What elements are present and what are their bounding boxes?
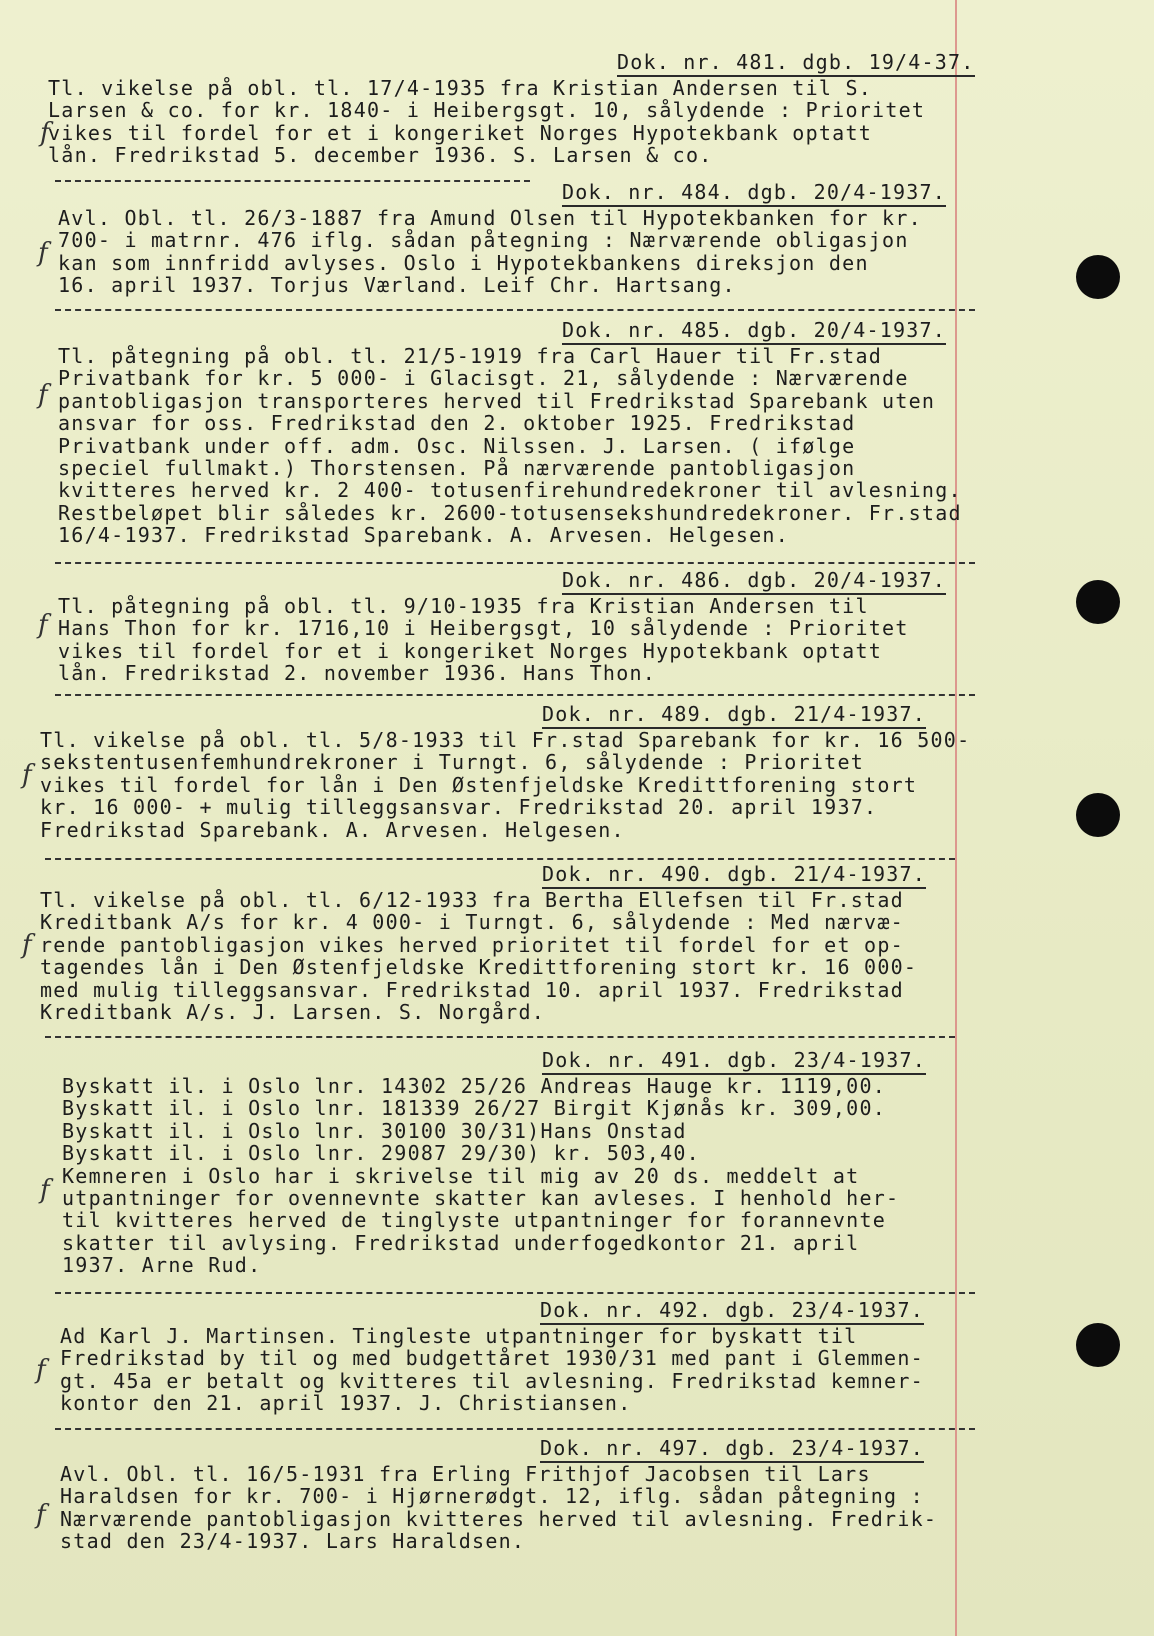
margin-checkmark: f	[38, 238, 48, 268]
entry-line: sekstentusenfemhundrekroner i Turngt. 6, sålydende : Prioritet	[40, 750, 865, 775]
entry-line: Privatbank under off. adm. Osc. Nilssen. J. Larsen. ( ifølge	[58, 433, 856, 458]
margin-checkmark: f	[40, 1175, 50, 1205]
dashed-separator	[55, 1428, 975, 1430]
entry-line: Byskatt il. i Oslo lnr. 30100 30/31)Hans Onstad	[62, 1118, 687, 1143]
punch-hole	[1076, 1323, 1120, 1367]
entry-line: Byskatt il. i Oslo lnr. 29087 29/30) kr. 503,40.	[62, 1141, 700, 1166]
entry-line: vikes til fordel for et i kongeriket Norges Hypotekbank optatt	[58, 638, 883, 663]
entry-header: Dok. nr. 489. dgb. 21/4-1937.	[40, 702, 1000, 729]
register-entry	[40, 862, 1000, 1023]
entry-line: Byskatt il. i Oslo lnr. 181339 26/27 Birgit Kjønås kr. 309,00.	[62, 1096, 887, 1121]
entry-line: lån. Fredrikstad 5. december 1936. S. Larsen & co.	[48, 143, 713, 168]
entry-line: Tl. vikelse på obl. tl. 17/4-1935 fra Kristian Andersen til S.	[48, 76, 873, 100]
register-entry	[40, 568, 1000, 685]
entry-line: kr. 16 000- + mulig tilleggsansvar. Fredrikstad 20. april 1937.	[40, 795, 878, 820]
dashed-separator	[55, 1292, 975, 1294]
dashed-separator	[45, 858, 955, 860]
entry-line: Kreditbank A/s for kr. 4 000- i Turngt. 6, sålydende : Med nærvæ-	[40, 910, 904, 935]
dashed-separator	[45, 1036, 955, 1038]
entry-line: Tl. vikelse på obl. tl. 5/8-1933 til Fr.stad Sparebank for kr. 16 500-	[40, 728, 971, 752]
entry-header: Dok. nr. 485. dgb. 20/4-1937.	[40, 318, 1000, 345]
register-entry	[40, 50, 1000, 167]
punch-hole	[1076, 793, 1120, 837]
entry-line: 700- i matrnr. 476 iflg. sådan påtegning : Nærværende obligasjon	[58, 228, 909, 253]
entry-line: med mulig tilleggsansvar. Fredrikstad 10. april 1937. Fredrikstad	[40, 977, 904, 1002]
entry-line: pantobligasjon transporteres herved til Fredrikstad Sparebank uten	[58, 388, 936, 413]
entry-line: kvitteres herved kr. 2 400- totusenfirehundredekroner til avlesning.	[58, 478, 962, 503]
entry-line: tagendes lån i Den Østenfjeldske Kredittforening stort kr. 16 000-	[40, 955, 918, 980]
entry-header: Dok. nr. 490. dgb. 21/4-1937.	[40, 862, 1000, 889]
entry-line: Haraldsen for kr. 700- i Hjørnerødgt. 12, iflg. sådan påtegning :	[60, 1484, 924, 1509]
entry-header: Dok. nr. 486. dgb. 20/4-1937.	[40, 568, 1000, 595]
register-entry	[40, 318, 1000, 547]
entry-line: 1937. Arne Rud.	[62, 1253, 262, 1278]
entry-header: Dok. nr. 497. dgb. 23/4-1937.	[40, 1436, 1000, 1463]
register-entry	[40, 702, 1000, 841]
register-entry	[40, 180, 1000, 297]
entry-line: utpantninger for ovennevnte skatter kan avleses. I henhold her-	[62, 1186, 900, 1211]
entry-line: Privatbank for kr. 5 000- i Glacisgt. 21, sålydende : Nærværende	[58, 366, 909, 391]
entry-line: Fredrikstad Sparebank. A. Arvesen. Helgesen.	[40, 817, 625, 842]
margin-checkmark: f	[38, 380, 48, 410]
entry-line: Restbeløpet blir således kr. 2600-totusensekshundredekroner. Fr.stad	[58, 500, 962, 525]
entry-line: Tl. påtegning på obl. tl. 9/10-1935 fra Kristian Andersen til	[58, 594, 869, 618]
entry-line: speciel fullmakt.) Thorstensen. På nærværende pantobligasjon	[58, 456, 856, 481]
entry-line: vikes til fordel for lån i Den Østenfjeldske Kredittforening stort	[40, 772, 918, 797]
register-entry	[40, 1298, 1000, 1415]
entry-line: Hans Thon for kr. 1716,10 i Heibergsgt, 10 sålydende : Prioritet	[58, 616, 909, 641]
entry-line: Nærværende pantobligasjon kvitteres herved til avlesning. Fredrik-	[60, 1506, 938, 1531]
entry-line: kontor den 21. april 1937. J. Christiansen.	[60, 1391, 632, 1416]
entry-line: Fredrikstad by til og med budgettåret 1930/31 med pant i Glemmen-	[60, 1346, 924, 1371]
register-entry	[40, 1048, 1000, 1277]
margin-checkmark: f	[38, 610, 48, 640]
entry-line: Tl. vikelse på obl. tl. 6/12-1933 fra Bertha Ellefsen til Fr.stad	[40, 888, 904, 912]
entry-line: Kemneren i Oslo har i skrivelse til mig av 20 ds. meddelt at	[62, 1163, 860, 1188]
entry-line: kan som innfridd avlyses. Oslo i Hypotekbankens direksjon den	[58, 250, 869, 275]
entry-header: Dok. nr. 484. dgb. 20/4-1937.	[40, 180, 1000, 207]
entry-line: Kreditbank A/s. J. Larsen. S. Norgård.	[40, 1000, 546, 1025]
entry-line: til kvitteres herved de tinglyste utpantninger for forannevnte	[62, 1208, 887, 1233]
margin-checkmark: f	[22, 760, 32, 790]
margin-checkmark: f	[22, 930, 32, 960]
entry-line: Ad Karl J. Martinsen. Tingleste utpantninger for byskatt til	[60, 1324, 858, 1348]
entry-header: Dok. nr. 492. dgb. 23/4-1937.	[40, 1298, 1000, 1325]
dashed-separator	[55, 694, 975, 696]
entry-line: 16. april 1937. Torjus Værland. Leif Chr. Hartsang.	[58, 273, 736, 298]
entry-line: lån. Fredrikstad 2. november 1936. Hans Thon.	[58, 661, 657, 686]
entry-line: skatter til avlysing. Fredrikstad underfogedkontor 21. april	[62, 1230, 860, 1255]
dashed-separator	[55, 562, 975, 564]
entry-line: Avl. Obl. tl. 16/5-1931 fra Erling Frithjof Jacobsen til Lars	[60, 1462, 871, 1486]
entry-line: rende pantobligasjon vikes herved prioritet til fordel for et op-	[40, 932, 904, 957]
entry-line: ansvar for oss. Fredrikstad den 2. oktober 1925. Fredrikstad	[58, 411, 856, 436]
register-entry	[40, 1436, 1000, 1553]
punch-hole	[1076, 255, 1120, 299]
punch-hole	[1076, 580, 1120, 624]
entry-line: Byskatt il. i Oslo lnr. 14302 25/26 Andreas Hauge kr. 1119,00.	[62, 1074, 887, 1098]
entry-line: Larsen & co. for kr. 1840- i Heibergsgt. 10, sålydende : Prioritet	[48, 98, 926, 123]
entry-header: Dok. nr. 491. dgb. 23/4-1937.	[40, 1048, 1000, 1075]
entry-line: gt. 45a er betalt og kvitteres til avlesning. Fredrikstad kemner-	[60, 1368, 924, 1393]
entry-header: Dok. nr. 481. dgb. 19/4-37.	[40, 50, 1000, 77]
entry-line: Tl. påtegning på obl. tl. 21/5-1919 fra Carl Hauer til Fr.stad	[58, 344, 883, 368]
entry-line: vikes til fordel for et i kongeriket Norges Hypotekbank optatt	[48, 120, 873, 145]
margin-checkmark: f	[40, 118, 50, 148]
entry-line: Avl. Obl. tl. 26/3-1887 fra Amund Olsen til Hypotekbanken for kr.	[58, 206, 922, 230]
dashed-separator	[55, 309, 975, 311]
entry-line: stad den 23/4-1937. Lars Haraldsen.	[60, 1529, 526, 1554]
margin-checkmark: f	[36, 1500, 46, 1530]
margin-checkmark: f	[36, 1355, 46, 1385]
entry-line: 16/4-1937. Fredrikstad Sparebank. A. Arvesen. Helgesen.	[58, 523, 790, 548]
